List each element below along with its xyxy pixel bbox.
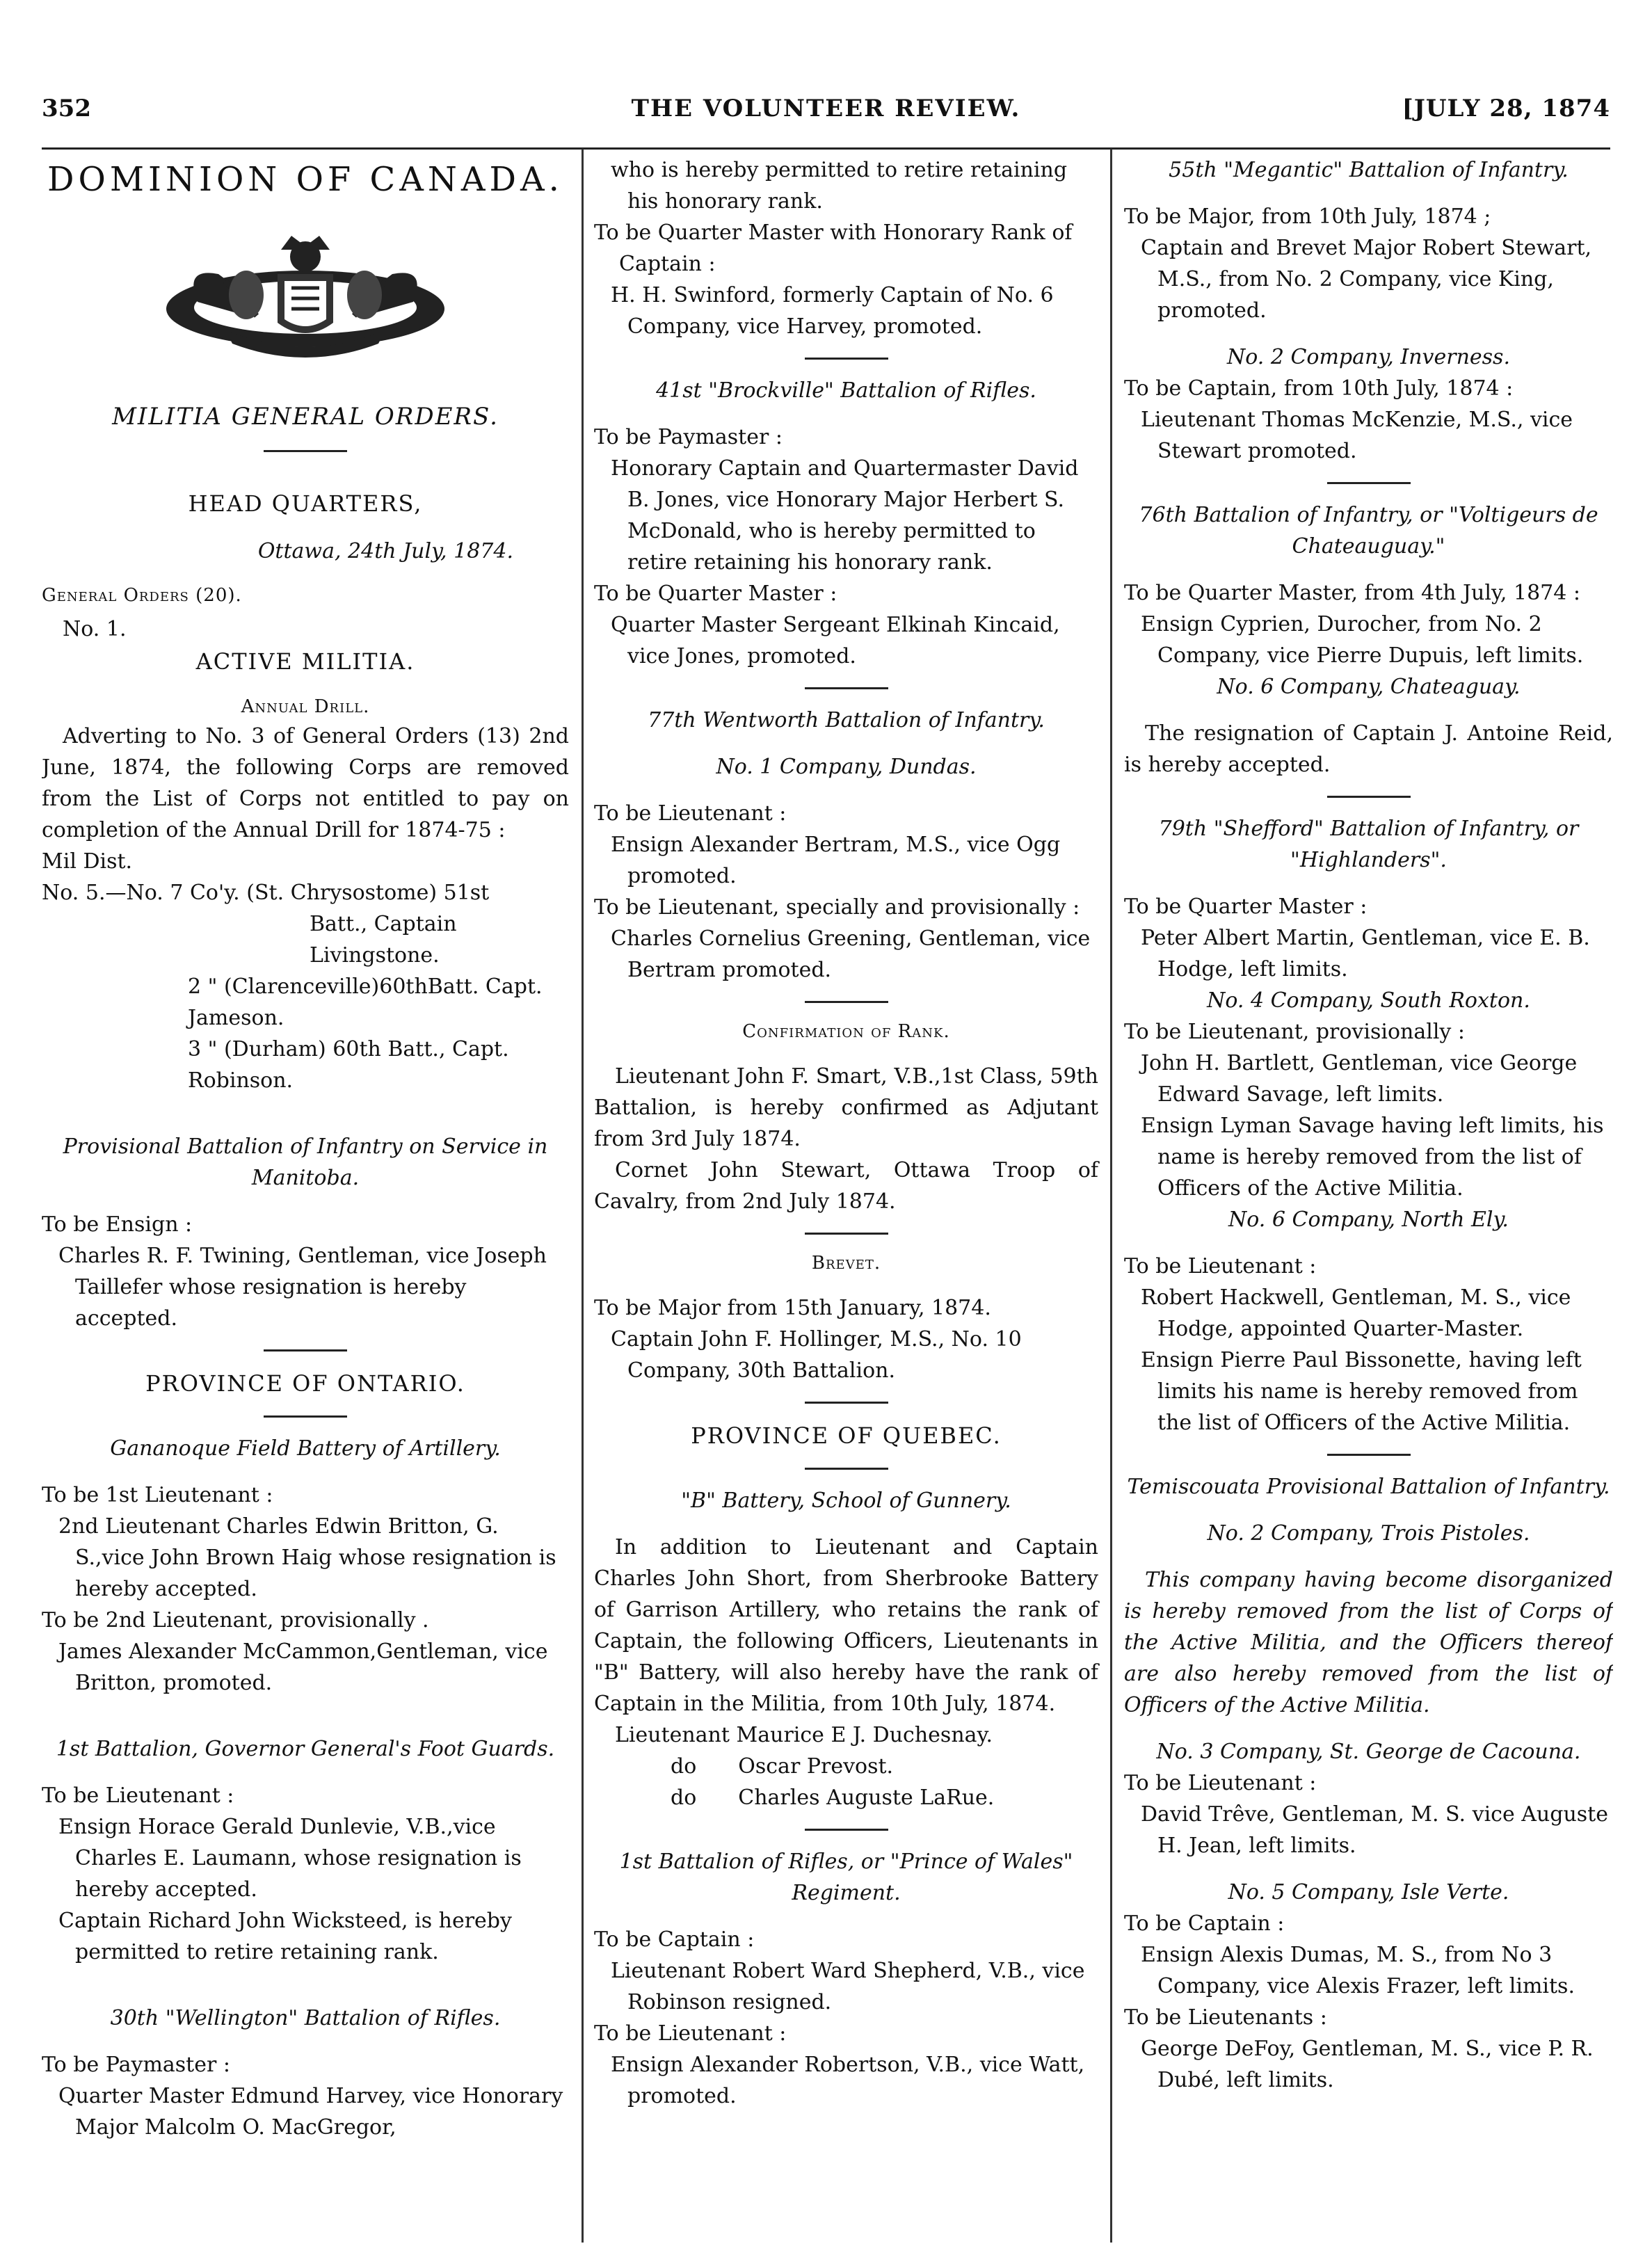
hq-heading: HEAD QUARTERS,: [188, 490, 423, 517]
iv-lts-label: To be Lieutenants :: [1124, 2005, 1327, 2030]
separator: [264, 1349, 347, 1351]
g-2ndlt-text: James Alexander McCammon,Gentleman, vice Britton, promoted.: [58, 1639, 548, 1695]
north-ely-heading: No. 6 Company, North Ely.: [1228, 1208, 1509, 1232]
fg-text2: Captain Richard John Wicksteed, is hereby permitted to retire retaining rank.: [58, 1909, 512, 1964]
separator: [805, 1001, 888, 1003]
wellington-heading: 30th "Wellington" Battalion of Rifles.: [110, 2006, 501, 2030]
brevet-heading: Brevet.: [811, 1253, 881, 1274]
ontario-heading: PROVINCE OF ONTARIO.: [145, 1370, 465, 1397]
trois-heading: No. 2 Company, Trois Pistoles.: [1207, 1521, 1530, 1546]
confirmation-text: Lieutenant John F. Smart, V.B.,1st Class, 59th Battalion, is hereby confirmed as Adjutant from 3rd July 1874.: [594, 1064, 1098, 1151]
general-orders: General Orders (20).: [42, 585, 242, 606]
column-divider-1: [582, 149, 584, 2243]
adverting-paragraph: Adverting to No. 3 of General Orders (13) 2nd June, 1874, the following Corps are removed from the List of Corps not entitled to pay on completion of the Annual Drill for 1874-75 :: [42, 724, 569, 842]
s-qm-label: To be Quarter Master :: [1124, 895, 1368, 919]
dundas-heading: No. 1 Company, Dundas.: [716, 755, 977, 779]
rx-ens-text: Ensign Lyman Savage having left limits, his name is hereby removed from the list of Officers of the Active Militia.: [1141, 1114, 1604, 1201]
wt-lt-label: To be Lieutenant :: [594, 801, 787, 826]
b-pm-label: To be Paymaster :: [594, 425, 783, 449]
m-major-text: Captain and Brevet Major Robert Stewart, M.S., from No. 2 Company, vice King, promoted.: [1141, 236, 1592, 323]
separator: [264, 450, 347, 452]
rx-lt-label: To be Lieutenant, provisionally :: [1124, 1020, 1466, 1044]
g-1stlt-label: To be 1st Lieutenant :: [42, 1483, 273, 1507]
quebec-heading: PROVINCE OF QUEBEC.: [691, 1422, 1002, 1449]
shefford-heading: 79th "Shefford" Battalion of Infantry, or "Highlanders".: [1158, 817, 1579, 872]
dateline: Ottawa, 24th July, 1874.: [257, 539, 513, 563]
separator: [1327, 796, 1411, 798]
column-2: [587, 154, 1105, 2248]
iv-lts-text: George DeFoy, Gentleman, M. S., vice P. R. Dubé, left limits.: [1141, 2037, 1594, 2092]
column-divider-2: [1110, 149, 1112, 2243]
ensign-label: To be Ensign :: [42, 1212, 193, 1237]
no5-line1: No. 5.—No. 7 Co'y. (St. Chrysostome) 51st: [42, 881, 490, 905]
militia-orders-title: MILITIA GENERAL ORDERS.: [112, 403, 499, 431]
b-battery-text: In addition to Lieutenant and Captain Charles John Short, from Sherbrooke Battery of Garrison Artillery, who retains the rank of Captain, the following Officers, Lieutenants in "B" Battery, will also hereby have the rank of Captain in the Militia, from 10th July, 1874.: [594, 1535, 1098, 1716]
qm-rank-label: To be Quarter Master with Honorary Rank of Captain :: [594, 220, 1073, 276]
rx-lt-text: John H. Bartlett, Gentleman, vice George Edward Savage, left limits.: [1141, 1051, 1578, 1107]
c-lt-text: David Trêve, Gentleman, M. S. vice Auguste H. Jean, left limits.: [1141, 1802, 1608, 1858]
v-qm-text: Ensign Cyprien, Durocher, from No. 2 Company, vice Pierre Dupuis, left limits.: [1141, 612, 1584, 668]
brevet-text: Captain John F. Hollinger, M.S., No. 10 Company, 30th Battalion.: [611, 1327, 1022, 1383]
dominion-heading: DOMINION OF CANADA.: [47, 160, 563, 199]
w-text: Quarter Master Edmund Harvey, vice Honorary Major Malcolm O. MacGregor,: [58, 2084, 563, 2140]
gananoque-heading: Gananoque Field Battery of Artillery.: [110, 1436, 501, 1461]
annual-drill-heading: Annual Drill.: [241, 696, 370, 717]
confirmation-heading: Confirmation of Rank.: [742, 1021, 950, 1042]
w-pm-label: To be Paymaster :: [42, 2053, 230, 2077]
separator: [805, 1402, 888, 1404]
lt-duchesnay: Lieutenant Maurice E J. Duchesnay.: [615, 1723, 993, 1747]
chateaguay-text: The resignation of Captain J. Antoine Reid, is hereby accepted.: [1124, 721, 1613, 777]
separator: [805, 687, 888, 689]
coat-of-arms-icon: [142, 225, 469, 364]
chateaguay-heading: No. 6 Company, Chateaguay.: [1217, 675, 1521, 699]
officer-name: Charles Auguste LaRue.: [738, 1786, 995, 1810]
b-pm-text: Honorary Captain and Quartermaster David B. Jones, vice Honorary Major Herbert S. McDonald, who is hereby permitted to retire retaining his honorary rank.: [611, 456, 1079, 575]
officer-name: Oscar Prevost.: [738, 1754, 894, 1779]
m-major-label: To be Major, from 10th July, 1874 ;: [1124, 204, 1491, 229]
no5-item2: 2 " (Clarenceville)60thBatt. Capt. Jameson.: [188, 974, 543, 1030]
provisional-battalion-heading: Provisional Battalion of Infantry on Service in Manitoba.: [63, 1134, 548, 1190]
iv-capt-text: Ensign Alexis Dumas, M. S., from No 3 Company, vice Alexis Frazer, left limits.: [1141, 1943, 1575, 1998]
r-capt-text: Lieutenant Robert Ward Shepherd, V.B., vice Robinson resigned.: [611, 1959, 1085, 2014]
separator: [264, 1415, 347, 1418]
do-prevost: [594, 1751, 1098, 1782]
trois-text: This company having become disorganized is hereby removed from the list of Corps of the Active Militia, and the Officers thereof are also hereby removed from the list of Officers of the Active Militia.: [1124, 1568, 1613, 1717]
ne-lt-label: To be Lieutenant :: [1124, 1254, 1317, 1278]
separator: [805, 358, 888, 360]
separator: [805, 1829, 888, 1831]
wt-lt2-label: To be Lieutenant, specially and provisionally :: [594, 895, 1080, 920]
isle-verte-heading: No. 5 Company, Isle Verte.: [1228, 1880, 1509, 1904]
g-1stlt-text: 2nd Lieutenant Charles Edwin Britton, G. S.,vice John Brown Haig whose resignation is hereby accepted.: [58, 1514, 556, 1601]
continuation: who is hereby permitted to retire retaining his honorary rank.: [611, 158, 1068, 214]
separator: [1327, 1454, 1411, 1456]
brevet-major-label: To be Major from 15th January, 1874.: [594, 1296, 991, 1320]
ditto: do: [671, 1786, 697, 1810]
b-battery-heading: "B" Battery, School of Gunnery.: [681, 1489, 1011, 1513]
voltigeurs-heading: 76th Battalion of Infantry, or "Voltigeurs de Chateauguay.": [1139, 503, 1598, 559]
column-1: [42, 154, 577, 2248]
separator: [805, 1468, 888, 1470]
no5-line2: Batt., Captain Livingstone.: [310, 912, 457, 968]
cornet-text: Cornet John Stewart, Ottawa Troop of Cavalry, from 2nd July 1874.: [594, 1158, 1098, 1214]
ditto: do: [671, 1754, 697, 1779]
separator: [805, 1233, 888, 1235]
column-3: [1116, 154, 1613, 2248]
i-capt-label: To be Captain, from 10th July, 1874 :: [1124, 376, 1514, 401]
v-qm-label: To be Quarter Master, from 4th July, 1874 :: [1124, 581, 1580, 605]
i-capt-text: Lieutenant Thomas McKenzie, M.S., vice Stewart promoted.: [1141, 408, 1573, 463]
ne-lt-text: Robert Hackwell, Gentleman, M. S., vice Hodge, appointed Quarter-Master.: [1141, 1285, 1571, 1341]
header-rule: [42, 147, 1610, 150]
do-larue: [594, 1782, 1098, 1813]
iv-capt-label: To be Captain :: [1124, 1911, 1285, 1936]
cacouna-heading: No. 3 Company, St. George de Cacouna.: [1156, 1740, 1581, 1764]
qm-text: H. H. Swinford, formerly Captain of No. 6 Company, vice Harvey, promoted.: [611, 283, 1054, 339]
separator: [1327, 482, 1411, 484]
wt-lt2-text: Charles Cornelius Greening, Gentleman, vice Bertram promoted.: [611, 927, 1091, 982]
b-qm-text: Quarter Master Sergeant Elkinah Kincaid, vice Jones, promoted.: [611, 613, 1060, 668]
wt-lt-text: Ensign Alexander Bertram, M.S., vice Ogg promoted.: [611, 833, 1061, 888]
rifles-heading: 1st Battalion of Rifles, or "Prince of Wales" Regiment.: [619, 1850, 1073, 1905]
g-2ndlt-label: To be 2nd Lieutenant, provisionally .: [42, 1608, 429, 1633]
fg-text1: Ensign Horace Gerald Dunlevie, V.B.,vice Charles E. Laumann, whose resignation is hereby accepted.: [58, 1815, 522, 1902]
fg-lt-label: To be Lieutenant :: [42, 1783, 234, 1808]
temiscouata-heading: Temiscouata Provisional Battalion of Infantry.: [1127, 1475, 1610, 1499]
megantic-heading: 55th "Megantic" Battalion of Infantry.: [1169, 158, 1569, 182]
order-number: No. 1.: [63, 617, 127, 641]
foot-guards-heading: 1st Battalion, Governor General's Foot Guards.: [56, 1737, 555, 1761]
no5-item3: 3 " (Durham) 60th Batt., Capt. Robinson.: [188, 1037, 509, 1093]
brockville-heading: 41st "Brockville" Battalion of Rifles.: [656, 378, 1036, 403]
s-qm-text: Peter Albert Martin, Gentleman, vice E. B. Hodge, left limits.: [1141, 926, 1590, 981]
ne-ens-text: Ensign Pierre Paul Bissonette, having left limits his name is hereby removed from the list of Officers of the Active Militia.: [1141, 1348, 1582, 1435]
c-lt-label: To be Lieutenant :: [1124, 1771, 1317, 1795]
r-lt-label: To be Lieutenant :: [594, 2021, 787, 2046]
ensign-text: Charles R. F. Twining, Gentleman, vice Joseph Taillefer whose resignation is hereby accepted.: [58, 1244, 547, 1331]
active-militia-heading: ACTIVE MILITIA.: [195, 648, 415, 675]
issue-date: [JULY 28, 1874: [1402, 95, 1610, 122]
r-capt-label: To be Captain :: [594, 1927, 755, 1952]
mil-dist: Mil Dist.: [42, 849, 133, 874]
page-header: [42, 95, 1610, 136]
inverness-heading: No. 2 Company, Inverness.: [1226, 345, 1510, 369]
wentworth-heading: 77th Wentworth Battalion of Infantry.: [648, 708, 1045, 732]
b-qm-label: To be Quarter Master :: [594, 581, 837, 606]
roxton-heading: No. 4 Company, South Roxton.: [1207, 988, 1530, 1013]
page-number: 352: [42, 95, 91, 122]
publication-title: THE VOLUNTEER REVIEW.: [631, 95, 1021, 122]
r-lt-text: Ensign Alexander Robertson, V.B., vice Watt, promoted.: [611, 2053, 1085, 2108]
